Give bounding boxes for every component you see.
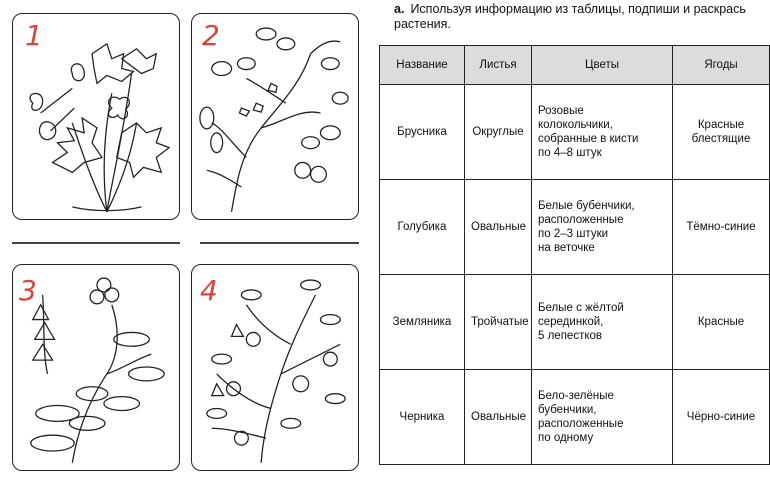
- task-instruction: [394, 2, 770, 32]
- header-leaves: Листья: [465, 46, 532, 85]
- lingonberry-plant-drawing: [13, 265, 179, 470]
- cell-leaves: Округлые: [465, 85, 532, 180]
- table-header-row: [380, 46, 770, 85]
- strawberry-plant-drawing: [13, 14, 179, 219]
- cell-leaves: Овальные: [465, 370, 532, 465]
- cell-flowers: Белые бубенчики, расположенные по 2–3 штуки на веточке: [532, 180, 673, 275]
- table-row: [380, 370, 770, 465]
- cell-berries: Красные: [673, 275, 770, 370]
- plant-card-3[interactable]: [12, 264, 180, 471]
- plant-card-1[interactable]: [12, 13, 180, 220]
- card-number: 3: [19, 274, 37, 307]
- cell-name: Черника: [380, 370, 465, 465]
- blueberry-plant-drawing: [192, 14, 358, 219]
- task-text-line2: растения.: [394, 17, 451, 31]
- cell-flowers: Бело-зелёные бубенчики, расположенные по одному: [532, 370, 673, 465]
- task-letter: а.: [394, 2, 405, 16]
- bilberry-plant-drawing: [192, 265, 358, 470]
- card-number: 1: [25, 19, 43, 52]
- header-flowers: Цветы: [532, 46, 673, 85]
- cell-leaves: Овальные: [465, 180, 532, 275]
- task-text-line1: Используя информацию из таблицы, подпиши и раскрась: [410, 2, 746, 16]
- plants-table: [379, 45, 770, 465]
- cell-leaves: Тройчатые: [465, 275, 532, 370]
- header-name: Название: [380, 46, 465, 85]
- cell-name: Брусника: [380, 85, 465, 180]
- table-row: [380, 275, 770, 370]
- header-berries: Ягоды: [673, 46, 770, 85]
- cell-berries: Тёмно-синие: [673, 180, 770, 275]
- cell-berries: Красные блестящие: [673, 85, 770, 180]
- cell-flowers: Розовые колокольчики, собранные в кисти по 4–8 штук: [532, 85, 673, 180]
- cell-name: Земляника: [380, 275, 465, 370]
- card-number: 2: [202, 19, 220, 52]
- plant-card-4[interactable]: [191, 264, 359, 471]
- cell-berries: Чёрно-синие: [673, 370, 770, 465]
- cell-flowers: Белые с жёлтой серединкой, 5 лепестков: [532, 275, 673, 370]
- table-row: [380, 85, 770, 180]
- plant-card-2[interactable]: [191, 13, 359, 220]
- table-row: [380, 180, 770, 275]
- divider-right: [200, 242, 359, 244]
- card-number: 4: [200, 274, 218, 307]
- divider-left: [12, 242, 180, 244]
- cell-name: Голубика: [380, 180, 465, 275]
